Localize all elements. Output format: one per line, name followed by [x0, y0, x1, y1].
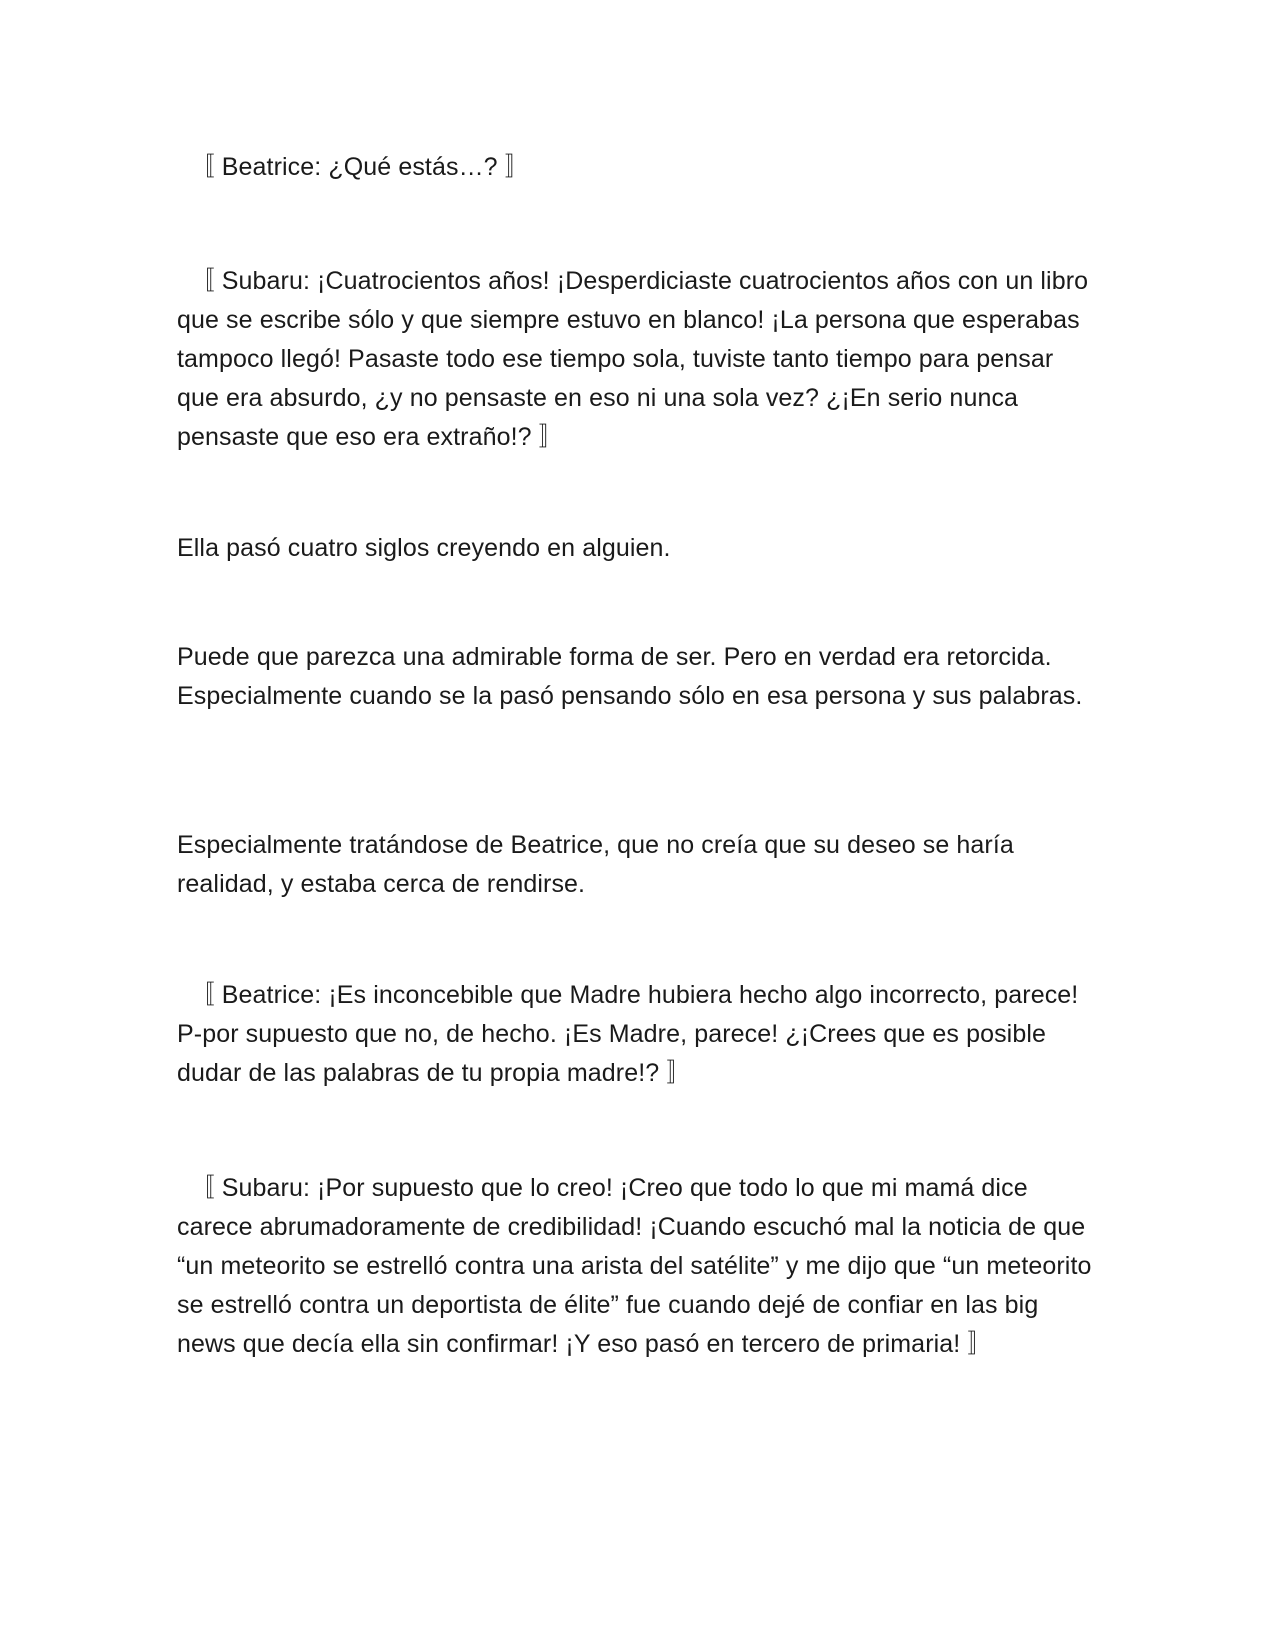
- paragraph-narration-3: Especialmente tratándose de Beatrice, que no creía que su deseo se haría realidad, y estaba cerca de rendirse.: [177, 831, 1014, 898]
- paragraph-dialogue-subaru-2: 〚 Subaru: ¡Por supuesto que lo creo! ¡Creo que todo lo que mi mamá dice carece abrumadoramente de credibilidad! ¡Cuando escuchó mal la noticia de que “un meteorito se estrelló contra una arista del satélite” y me dijo que “un meteorito se estrelló contra un deportista de élite” fue cuando dejé de confiar en las big news que decía ella sin confirmar! ¡Y eso pasó en tercero de primaria! 〛: [177, 1174, 1092, 1358]
- paragraph-narration-1: Ella pasó cuatro siglos creyendo en alguien.: [177, 534, 671, 562]
- paragraph-narration-2: Puede que parezca una admirable forma de ser. Pero en verdad era retorcida. Especialmente cuando se la pasó pensando sólo en esa persona y sus palabras.: [177, 643, 1083, 710]
- paragraph-dialogue-beatrice-1: 〚 Beatrice: ¿Qué estás…? 〛: [177, 153, 530, 181]
- paragraph-dialogue-subaru-1: 〚 Subaru: ¡Cuatrocientos años! ¡Desperdiciaste cuatrocientos años con un libro que se escribe sólo y que siempre estuvo en blanco! ¡La persona que esperabas tampoco llegó! Pasaste todo ese tiempo sola, tuviste tanto tiempo para pensar que era absurdo, ¿y no pensaste en eso ni una sola vez? ¿¡En serio nunca pensaste que eso era extraño!? 〛: [177, 267, 1089, 451]
- paragraph-dialogue-beatrice-2: 〚 Beatrice: ¡Es inconcebible que Madre hubiera hecho algo incorrecto, parece! P-por supuesto que no, de hecho. ¡Es Madre, parece! ¿¡Crees que es posible dudar de las palabras de tu propia madre!? 〛: [177, 981, 1079, 1087]
